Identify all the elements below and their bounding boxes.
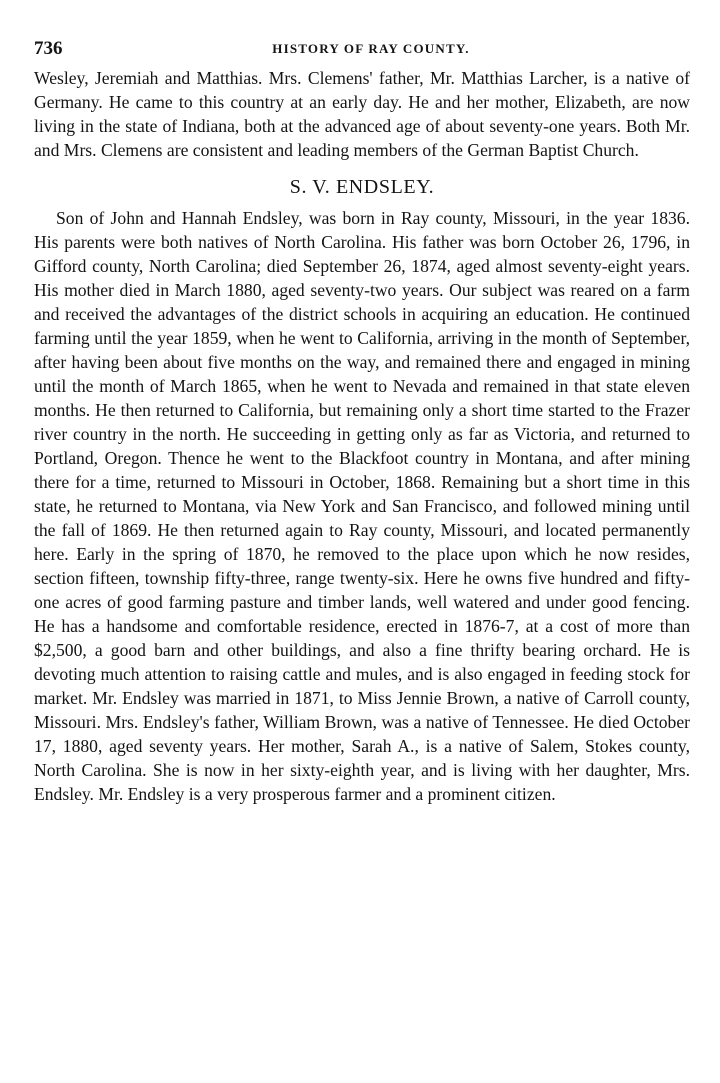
book-page [34, 38, 690, 806]
running-title: HISTORY OF RAY COUNTY. [272, 41, 470, 56]
section-heading: S. V. ENDSLEY. [289, 176, 435, 198]
running-head [34, 38, 690, 64]
page-number: 736 [34, 38, 63, 59]
biography-paragraph: Son of John and Hannah Endsley, was born in Ray county, Missouri, in the year 1836. His parents were both natives of North Carolina. His father was born October 26, 1796, in Gifford county, North Carolina; died September 26, 1874, aged almost seventy-eight years. His mother died in March 1880, aged seventy-two years. Our subject was reared on a farm and received the advantages of the district schools in acquiring an education. He continued farming until the year 1859, when he went to California, arriving in the month of September, after having been about five months on the way, and remained there and engaged in mining until the month of March 1865, when he went to Nevada and remained in that state eleven months. He then returned to California, but remaining only a short time started to the Frazer river country in the north. He succeeding in getting only as far as Victoria, and returned to Portland, Oregon. Thence he went to the Blackfoot country in Montana, and after mining there for a time, returned to Missouri in October, 1868. Remaining but a short time in this state, he returned to Montana, via New York and San Francisco, and followed mining until the fall of 1869. He then returned again to Ray county, Missouri, and located permanently here. Early in the spring of 1870, he removed to the place upon which he now resides, section fifteen, township fifty-three, range twenty-six. Here he owns five hundred and fifty-one acres of good farming pasture and timber lands, well watered and under good fencing. He has a handsome and comfortable residence, erected in 1876-7, at a cost of more than $2,500, a good barn and other buildings, and also a fine thrifty bearing orchard. He is devoting much attention to raising cattle and mules, and is also engaged in feeding stock for market. Mr. Endsley was married in 1871, to Miss Jennie Brown, a native of Carroll county, Missouri. Mrs. Endsley's father, William Brown, was a native of Tennessee. He died October 17, 1880, aged seventy years. Her mother, Sarah A., is a native of Salem, Stokes county, North Carolina. She is now in her sixty-eighth year, and is living with her daughter, Mrs. Endsley. Mr. Endsley is a very prosperous farmer and a prominent citizen. [34, 208, 690, 804]
continued-paragraph: Wesley, Jeremiah and Matthias. Mrs. Clemens' father, Mr. Matthias Larcher, is a native of Germany. He came to this country at an early day. He and her mother, Elizabeth, are now living in the state of Indiana, both at the advanced age of about seventy-one years. Both Mr. and Mrs. Clemens are consistent and leading members of the German Baptist Church. [34, 68, 690, 160]
